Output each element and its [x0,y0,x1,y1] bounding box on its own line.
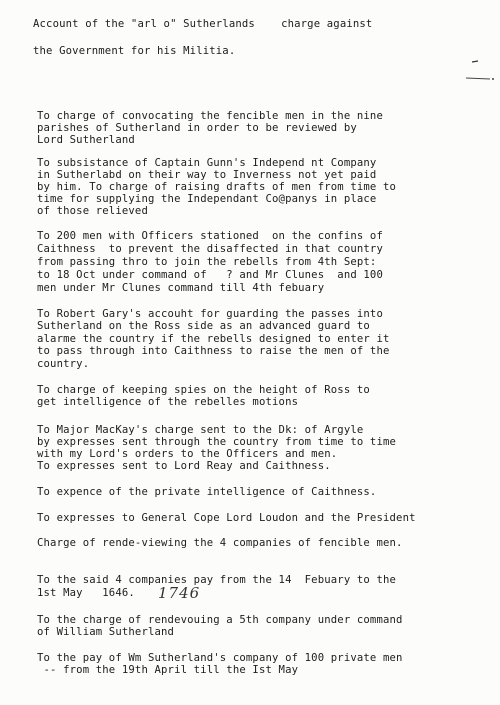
entry-line: with my Lord's orders to the Officers and men. [37,448,338,460]
entry-line: To charge of keeping spies on the height of Ross to [37,384,370,396]
entry-line: To expresses to General Cope Lord Loudon and the President [37,512,416,524]
entry-line: by him. To charge of raising drafts of men from time to [37,181,397,193]
entry-line: country. [37,358,90,370]
entry-line: Caithness to prevent the disaffected in that country [37,243,383,255]
entry-line: from passing thro to join the rebells from 4th Sept: [37,256,377,268]
entry-line: Charge of rende-viewing the 4 companies of fencible men. [37,537,403,549]
entry-line: time for supplying the Independant Co@panys in place [37,193,377,205]
document-title-line-2: the Government for his Militia. [33,45,236,57]
entry-line: -- from the 19th April till the Ist May [37,664,299,676]
entry-line: To expresses sent to Lord Reay and Caithness. [37,460,331,472]
entry-line: To the pay of Wm Sutherland's company of 100 private men [37,652,403,664]
document-title-line-1: Account of the "arl o" Sutherlands charge against [33,18,373,30]
entry-line: To Robert Gary's accouht for guarding the passes into [37,308,383,320]
entry-line: To 200 men with Officers stationed on the confins of [37,230,383,242]
entry-line: parishes of Sutherland in order to be reviewed by [37,122,357,134]
entry-line: men under Mr Clunes command till 4th febuary [37,282,325,294]
entry-line: To expence of the private intelligence of Caithness. [37,486,377,498]
entry-line: Lord Sutherland [37,134,135,146]
entry-line: of William Sutherland [37,626,175,638]
entry-line: in Sutherlabd on their way to Inverness not yet paid [37,169,377,181]
handwritten-year-correction: 1746 [158,584,201,602]
entry-line: 1st May 1646. [37,587,135,599]
entry-line: To subsistance of Captain Gunn's Independ nt Company [37,157,377,169]
entry-line: alarme the country if the rebells designed to enter it [37,333,390,345]
entry-line: To the charge of rendevouing a 5th company under command [37,614,403,626]
entry-line: by expresses sent through the country from time to time [37,436,397,448]
entry-line: To charge of convocating the fencible men in the nine [37,110,383,122]
entry-line: to 18 Oct under command of ? and Mr Clunes and 100 [37,269,383,281]
entry-line: to pass through into Caithness to raise the men of the [37,345,390,357]
entry-line: get intelligence of the rebelles motions [37,396,299,408]
entry-line: To Major MacKay's charge sent to the Dk: of Argyle [37,424,364,436]
entry-line: To the said 4 companies pay from the 14 Febuary to the [37,574,397,586]
entry-line: Sutherland on the Ross side as an advanced guard to [37,320,370,332]
entry-line: of those relieved [37,205,148,217]
